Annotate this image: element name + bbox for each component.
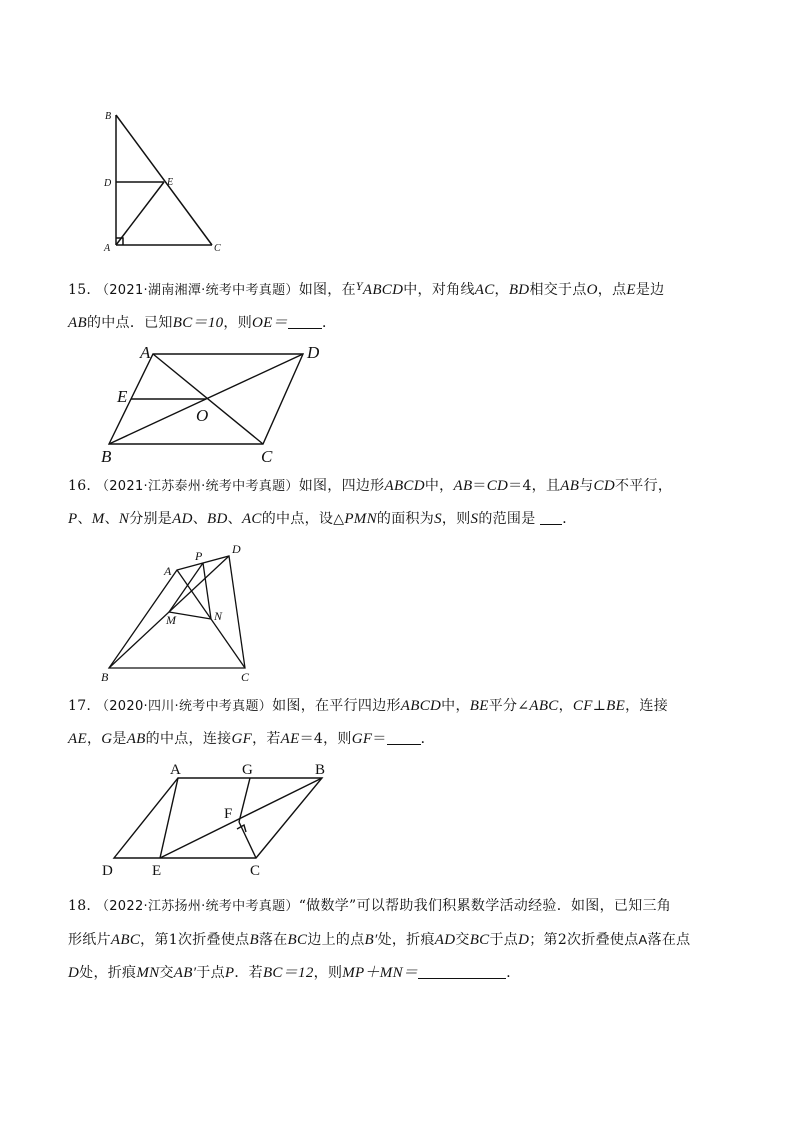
- text: 中，: [424, 478, 454, 494]
- question-17: [68, 690, 738, 756]
- text: ，: [558, 698, 573, 714]
- text: ＝: [372, 731, 387, 747]
- text: 、: [104, 511, 119, 527]
- label-m: M: [166, 613, 176, 627]
- text: ＝4，且: [508, 478, 561, 494]
- answer-blank[interactable]: [387, 728, 421, 745]
- math: E: [626, 282, 636, 298]
- text: 形纸片: [68, 932, 111, 948]
- question-18: [68, 890, 738, 990]
- math: P: [68, 511, 78, 527]
- text: 处，折痕: [377, 932, 435, 948]
- text: 、: [77, 511, 92, 527]
- text: ＝4，则: [299, 731, 352, 747]
- figure-parallelogram-17: [98, 762, 348, 880]
- math: MN: [136, 965, 160, 981]
- label-e: E: [167, 177, 174, 188]
- parallelogram-symbol: Y: [355, 279, 363, 293]
- text: ，则: [441, 511, 471, 527]
- math: AD: [172, 511, 193, 527]
- figure-quadrilateral-16: [95, 538, 265, 686]
- math: D: [68, 965, 80, 981]
- text: ．: [562, 511, 577, 527]
- math: CD: [593, 478, 615, 494]
- math: PMN: [344, 511, 377, 527]
- math: A: [638, 932, 648, 947]
- question-16: [68, 470, 738, 536]
- text: ．若: [234, 965, 263, 981]
- math: AC: [241, 511, 262, 527]
- label-c: C: [214, 243, 221, 254]
- text: ．: [321, 315, 337, 331]
- math: S: [434, 511, 442, 527]
- math: N: [118, 511, 130, 527]
- question-source: （2021·湖南湘潭·统考中考真题）: [95, 283, 299, 298]
- math: BE: [469, 698, 489, 714]
- question-source: （2021·江苏泰州·统考中考真题）: [95, 479, 299, 494]
- math: GF: [231, 731, 253, 747]
- question-number: 17.: [68, 698, 92, 714]
- label-p: P: [195, 549, 203, 563]
- label-e: E: [117, 387, 128, 406]
- text: 相交于点: [529, 282, 587, 298]
- math: AB: [126, 731, 146, 747]
- text: 是: [112, 731, 127, 747]
- text: ，: [494, 282, 509, 298]
- label-g: G: [242, 762, 253, 778]
- text: ．: [506, 965, 521, 981]
- math: BC＝12: [262, 965, 314, 981]
- text: 边上的点: [307, 932, 365, 948]
- answer-blank[interactable]: [540, 508, 562, 525]
- text: 于点: [489, 932, 519, 948]
- text: 是边: [635, 282, 665, 298]
- figure-right-triangle: [100, 105, 230, 255]
- text: 处，折痕: [79, 965, 137, 981]
- label-o: O: [196, 406, 209, 425]
- label-b: B: [101, 670, 109, 684]
- math: P: [224, 965, 235, 981]
- math: G: [101, 731, 113, 747]
- math: BC: [469, 932, 490, 948]
- question-number: 15.: [68, 282, 92, 298]
- math: OE＝: [252, 315, 288, 331]
- math: CF: [572, 698, 593, 714]
- question-source: （2020·四川·统考中考真题）: [95, 699, 273, 714]
- text: 于点: [196, 965, 225, 981]
- label-a: A: [164, 564, 172, 578]
- label-c: C: [241, 670, 250, 684]
- figure-parallelogram-abcd-15: [95, 340, 340, 465]
- question-15: [68, 270, 738, 340]
- text: 分别是: [129, 511, 173, 527]
- label-n: N: [214, 609, 223, 623]
- text: 、: [192, 511, 208, 527]
- label-d: D: [307, 343, 320, 362]
- math: GF: [351, 731, 373, 747]
- math: BD: [207, 511, 228, 527]
- math: BE: [606, 698, 626, 714]
- text: 不平行，: [614, 478, 673, 494]
- math: ABCD: [384, 478, 425, 494]
- label-b: B: [105, 111, 112, 122]
- math: CD: [486, 478, 509, 494]
- label-b: B: [315, 762, 326, 778]
- math: ABC: [529, 698, 559, 714]
- text: ．: [420, 731, 435, 747]
- math: M: [91, 511, 105, 527]
- answer-blank[interactable]: [418, 962, 506, 979]
- text: 中，: [441, 698, 470, 714]
- math: B′: [364, 932, 378, 948]
- label-a: A: [104, 243, 111, 254]
- text: ，第1次折叠使点: [140, 932, 250, 948]
- math: AE: [68, 731, 87, 747]
- text: 落在点: [647, 932, 691, 948]
- text: ＝: [472, 478, 487, 494]
- math: B: [249, 932, 259, 948]
- text: 的中点．已知: [86, 315, 173, 331]
- label-b: B: [101, 447, 112, 466]
- math: AE: [280, 731, 300, 747]
- text: ，连接: [625, 698, 668, 714]
- text: ，点: [597, 282, 627, 298]
- text: 中，对角线: [403, 282, 475, 298]
- question-number: 18.: [68, 898, 92, 914]
- text: 、: [227, 511, 242, 527]
- math: AB′: [173, 965, 197, 981]
- question-number: 16.: [68, 478, 92, 494]
- text: 落在: [258, 932, 288, 948]
- text: 如图，在: [298, 282, 356, 298]
- text: 平分∠: [488, 698, 530, 714]
- math: ABCD: [362, 282, 404, 298]
- answer-blank[interactable]: [288, 312, 322, 329]
- text: ，则: [313, 965, 343, 981]
- math: D: [518, 932, 530, 948]
- text: 交: [455, 932, 470, 948]
- text: 的中点，设△: [261, 511, 345, 527]
- label-a: A: [170, 762, 181, 778]
- math: BC＝10: [172, 315, 224, 331]
- text: 与: [579, 478, 594, 494]
- math: BD: [508, 282, 530, 298]
- math: MP＋MN＝: [342, 965, 419, 981]
- math: BC: [287, 932, 308, 948]
- text: ⊥: [592, 698, 607, 714]
- math: S: [470, 511, 479, 527]
- math: AB: [453, 478, 473, 494]
- label-d: D: [104, 178, 112, 189]
- text: ，则: [223, 315, 253, 331]
- text: ，若: [252, 731, 281, 747]
- math: AB: [560, 478, 580, 494]
- math: ABC: [110, 932, 141, 948]
- label-c: C: [250, 863, 261, 879]
- math: AD: [434, 932, 456, 948]
- label-f: F: [224, 806, 233, 822]
- text: 如图，在平行四边形: [272, 698, 401, 714]
- text: 交: [159, 965, 174, 981]
- text: ；第2次折叠使点: [529, 932, 639, 948]
- math: AC: [474, 282, 495, 298]
- text: 的范围是: [478, 511, 536, 527]
- text: 的中点，连接: [145, 731, 232, 747]
- label-e: E: [152, 863, 162, 879]
- label-d: D: [102, 863, 113, 879]
- label-c: C: [261, 447, 273, 466]
- text: 的面积为: [376, 511, 435, 527]
- text: “做数学”可以帮助我们积累数学活动经验．如图，已知三角: [298, 898, 672, 914]
- text: ，: [86, 731, 102, 747]
- text: 如图，四边形: [298, 478, 385, 494]
- question-source: （2022·江苏扬州·统考中考真题）: [95, 899, 299, 914]
- label-a: A: [140, 343, 151, 362]
- label-d: D: [232, 542, 241, 556]
- math: ABCD: [400, 698, 442, 714]
- math: AB: [68, 315, 87, 331]
- math: O: [586, 282, 598, 298]
